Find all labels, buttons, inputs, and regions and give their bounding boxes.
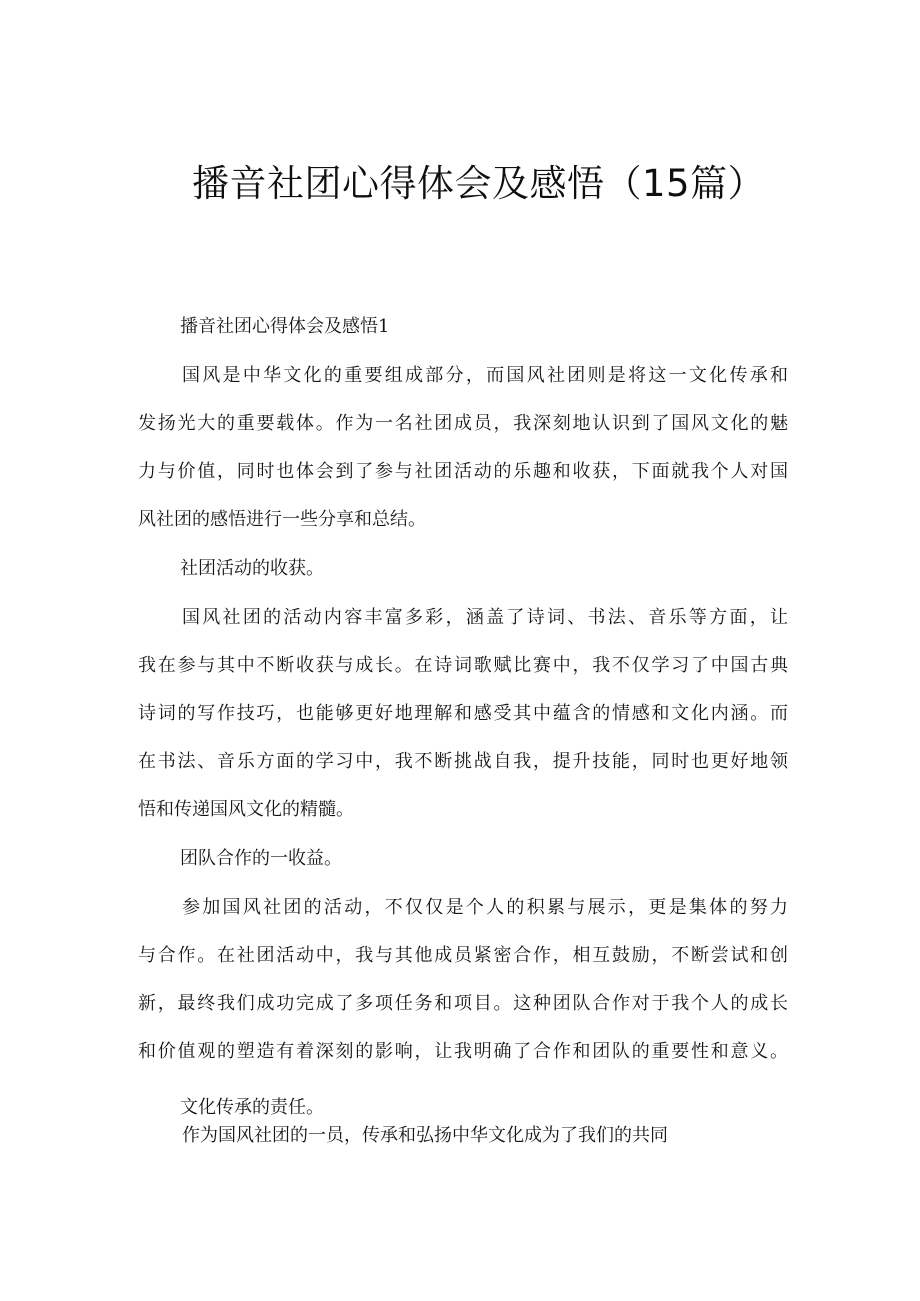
- subheading-teamwork: 团队合作的一收益。: [180, 848, 342, 869]
- subheading-cultural-heritage: 文化传承的责任。: [180, 1097, 324, 1118]
- paragraph-1-line-4: 风社团的感悟进行一些分享和总结。: [138, 509, 426, 530]
- section-heading: 播音社团心得体会及感悟1: [180, 316, 390, 337]
- subheading-activity-gains: 社团活动的收获。: [180, 558, 324, 579]
- paragraph-3-line-1: 国风社团的活动内容丰富多彩，涵盖了诗词、书法、音乐等方面，让: [182, 607, 788, 628]
- paragraph-3-line-2: 我在参与其中不断收获与成长。在诗词歌赋比赛中，我不仅学习了中国古典: [138, 655, 788, 676]
- document-title: 播音社团心得体会及感悟（15篇）: [192, 162, 766, 205]
- paragraph-5-line-3: 新，最终我们成功完成了多项任务和项目。这种团队合作对于我个人的成长: [138, 993, 788, 1014]
- paragraph-1-line-1: 国风是中华文化的重要组成部分，而国风社团则是将这一文化传承和: [182, 365, 788, 386]
- paragraph-3-line-5: 悟和传递国风文化的精髓。: [138, 799, 354, 820]
- paragraph-1-line-3: 力与价值，同时也体会到了参与社团活动的乐趣和收获，下面就我个人对国: [138, 461, 788, 482]
- paragraph-1-line-2: 发扬光大的重要载体。作为一名社团成员，我深刻地认识到了国风文化的魅: [138, 413, 788, 434]
- paragraph-5-line-1: 参加国风社团的活动，不仅仅是个人的积累与展示，更是集体的努力: [182, 897, 788, 918]
- paragraph-3-line-3: 诗词的写作技巧，也能够更好地理解和感受其中蕴含的情感和文化内涵。而: [138, 703, 788, 724]
- paragraph-3-line-4: 在书法、音乐方面的学习中，我不断挑战自我，提升技能，同时也更好地领: [138, 751, 788, 772]
- paragraph-5-line-4: 和价值观的塑造有着深刻的影响，让我明确了合作和团队的重要性和意义。: [138, 1041, 788, 1062]
- paragraph-6-line-1: 作为国风社团的一员，传承和弘扬中华文化成为了我们的共同: [182, 1125, 668, 1146]
- paragraph-5-line-2: 与合作。在社团活动中，我与其他成员紧密合作，相互鼓励，不断尝试和创: [138, 945, 788, 966]
